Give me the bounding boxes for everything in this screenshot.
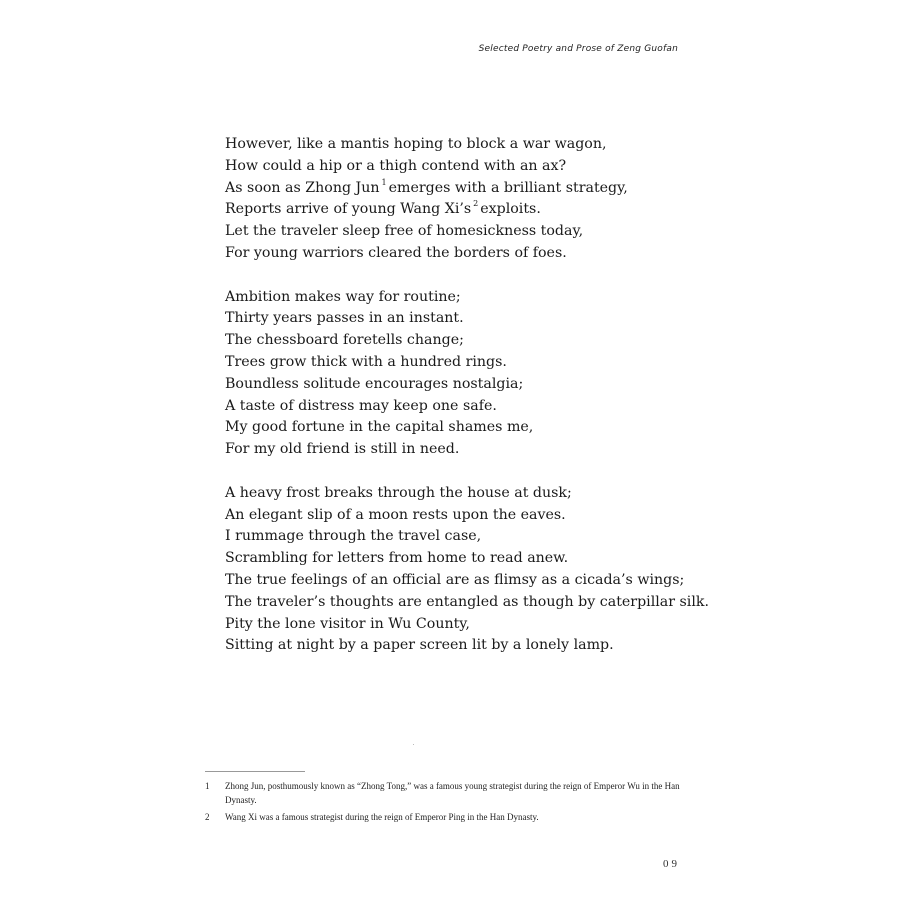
running-header: Selected Poetry and Prose of Zeng Guofan [478,44,678,54]
footnote-number: 2 [205,812,210,822]
footnote-1 [205,779,690,807]
footnote-text: Zhong Jun, posthumously known as “Zhong Tong,” was a famous young strategist during the reign of Emperor Wu in the Han Dynasty. [225,781,680,805]
footnote-text: Wang Xi was a famous strategist during the reign of Emperor Ping in the Han Dynasty. [225,812,539,822]
poem-line: The true feelings of an official are as flimsy as a cicada’s wings; [225,571,685,588]
poem-line: Boundless solitude encourages nostalgia; [225,375,524,392]
poem-line: Pity the lone visitor in Wu County, [225,615,470,632]
poem-line: Trees grow thick with a hundred rings. [225,353,507,370]
poem-line: For my old friend is still in need. [225,441,460,458]
poem-line: Scrambling for letters from home to read anew. [225,550,569,567]
poem-line: How could a hip or a thigh contend with an ax? [225,157,567,174]
poem-line-text: As soon as Zhong Jun [225,179,380,196]
footnote-ref-2[interactable]: 2 [473,199,479,209]
footnote-number: 1 [205,781,210,791]
poem-line: A taste of distress may keep one safe. [225,397,497,414]
poem-line: A heavy frost breaks through the house at dusk; [225,484,572,501]
footnote-2 [205,810,690,824]
poem-body [225,134,709,657]
poem-line: Thirty years passes in an instant. [225,310,464,327]
stanza-3 [225,483,709,657]
poem-line: I rummage through the travel case, [225,528,482,545]
print-speck [413,744,414,745]
poem-line: The traveler’s thoughts are entangled as though by caterpillar silk. [225,593,709,610]
poem-line: An elegant slip of a moon rests upon the eaves. [225,506,566,523]
poem-line: Sitting at night by a paper screen lit by a lonely lamp. [225,637,614,654]
poem-line-text: emerges with a brilliant strategy, [388,179,628,196]
footnotes [205,779,690,827]
poem-line: However, like a mantis hoping to block a war wagon, [225,136,607,152]
poem-line: Ambition makes way for routine; [225,288,461,305]
footnote-ref-1[interactable]: 1 [381,177,387,187]
stanza-2 [225,287,695,461]
poem-line: The chessboard foretells change; [225,332,464,349]
poem-line-text: Reports arrive of young Wang Xi’s [225,201,472,218]
poem-line-text: exploits. [480,201,541,218]
poem-line: My good fortune in the capital shames me, [225,419,534,436]
poem-line: Let the traveler sleep free of homesickness today, [225,223,584,240]
poem-line [225,178,695,200]
poem-line: For young warriors cleared the borders of foes. [225,244,567,261]
stanza-1 [225,134,695,265]
page-number: 09 [663,858,680,870]
poem-line [225,199,695,221]
footnote-divider [205,771,305,772]
